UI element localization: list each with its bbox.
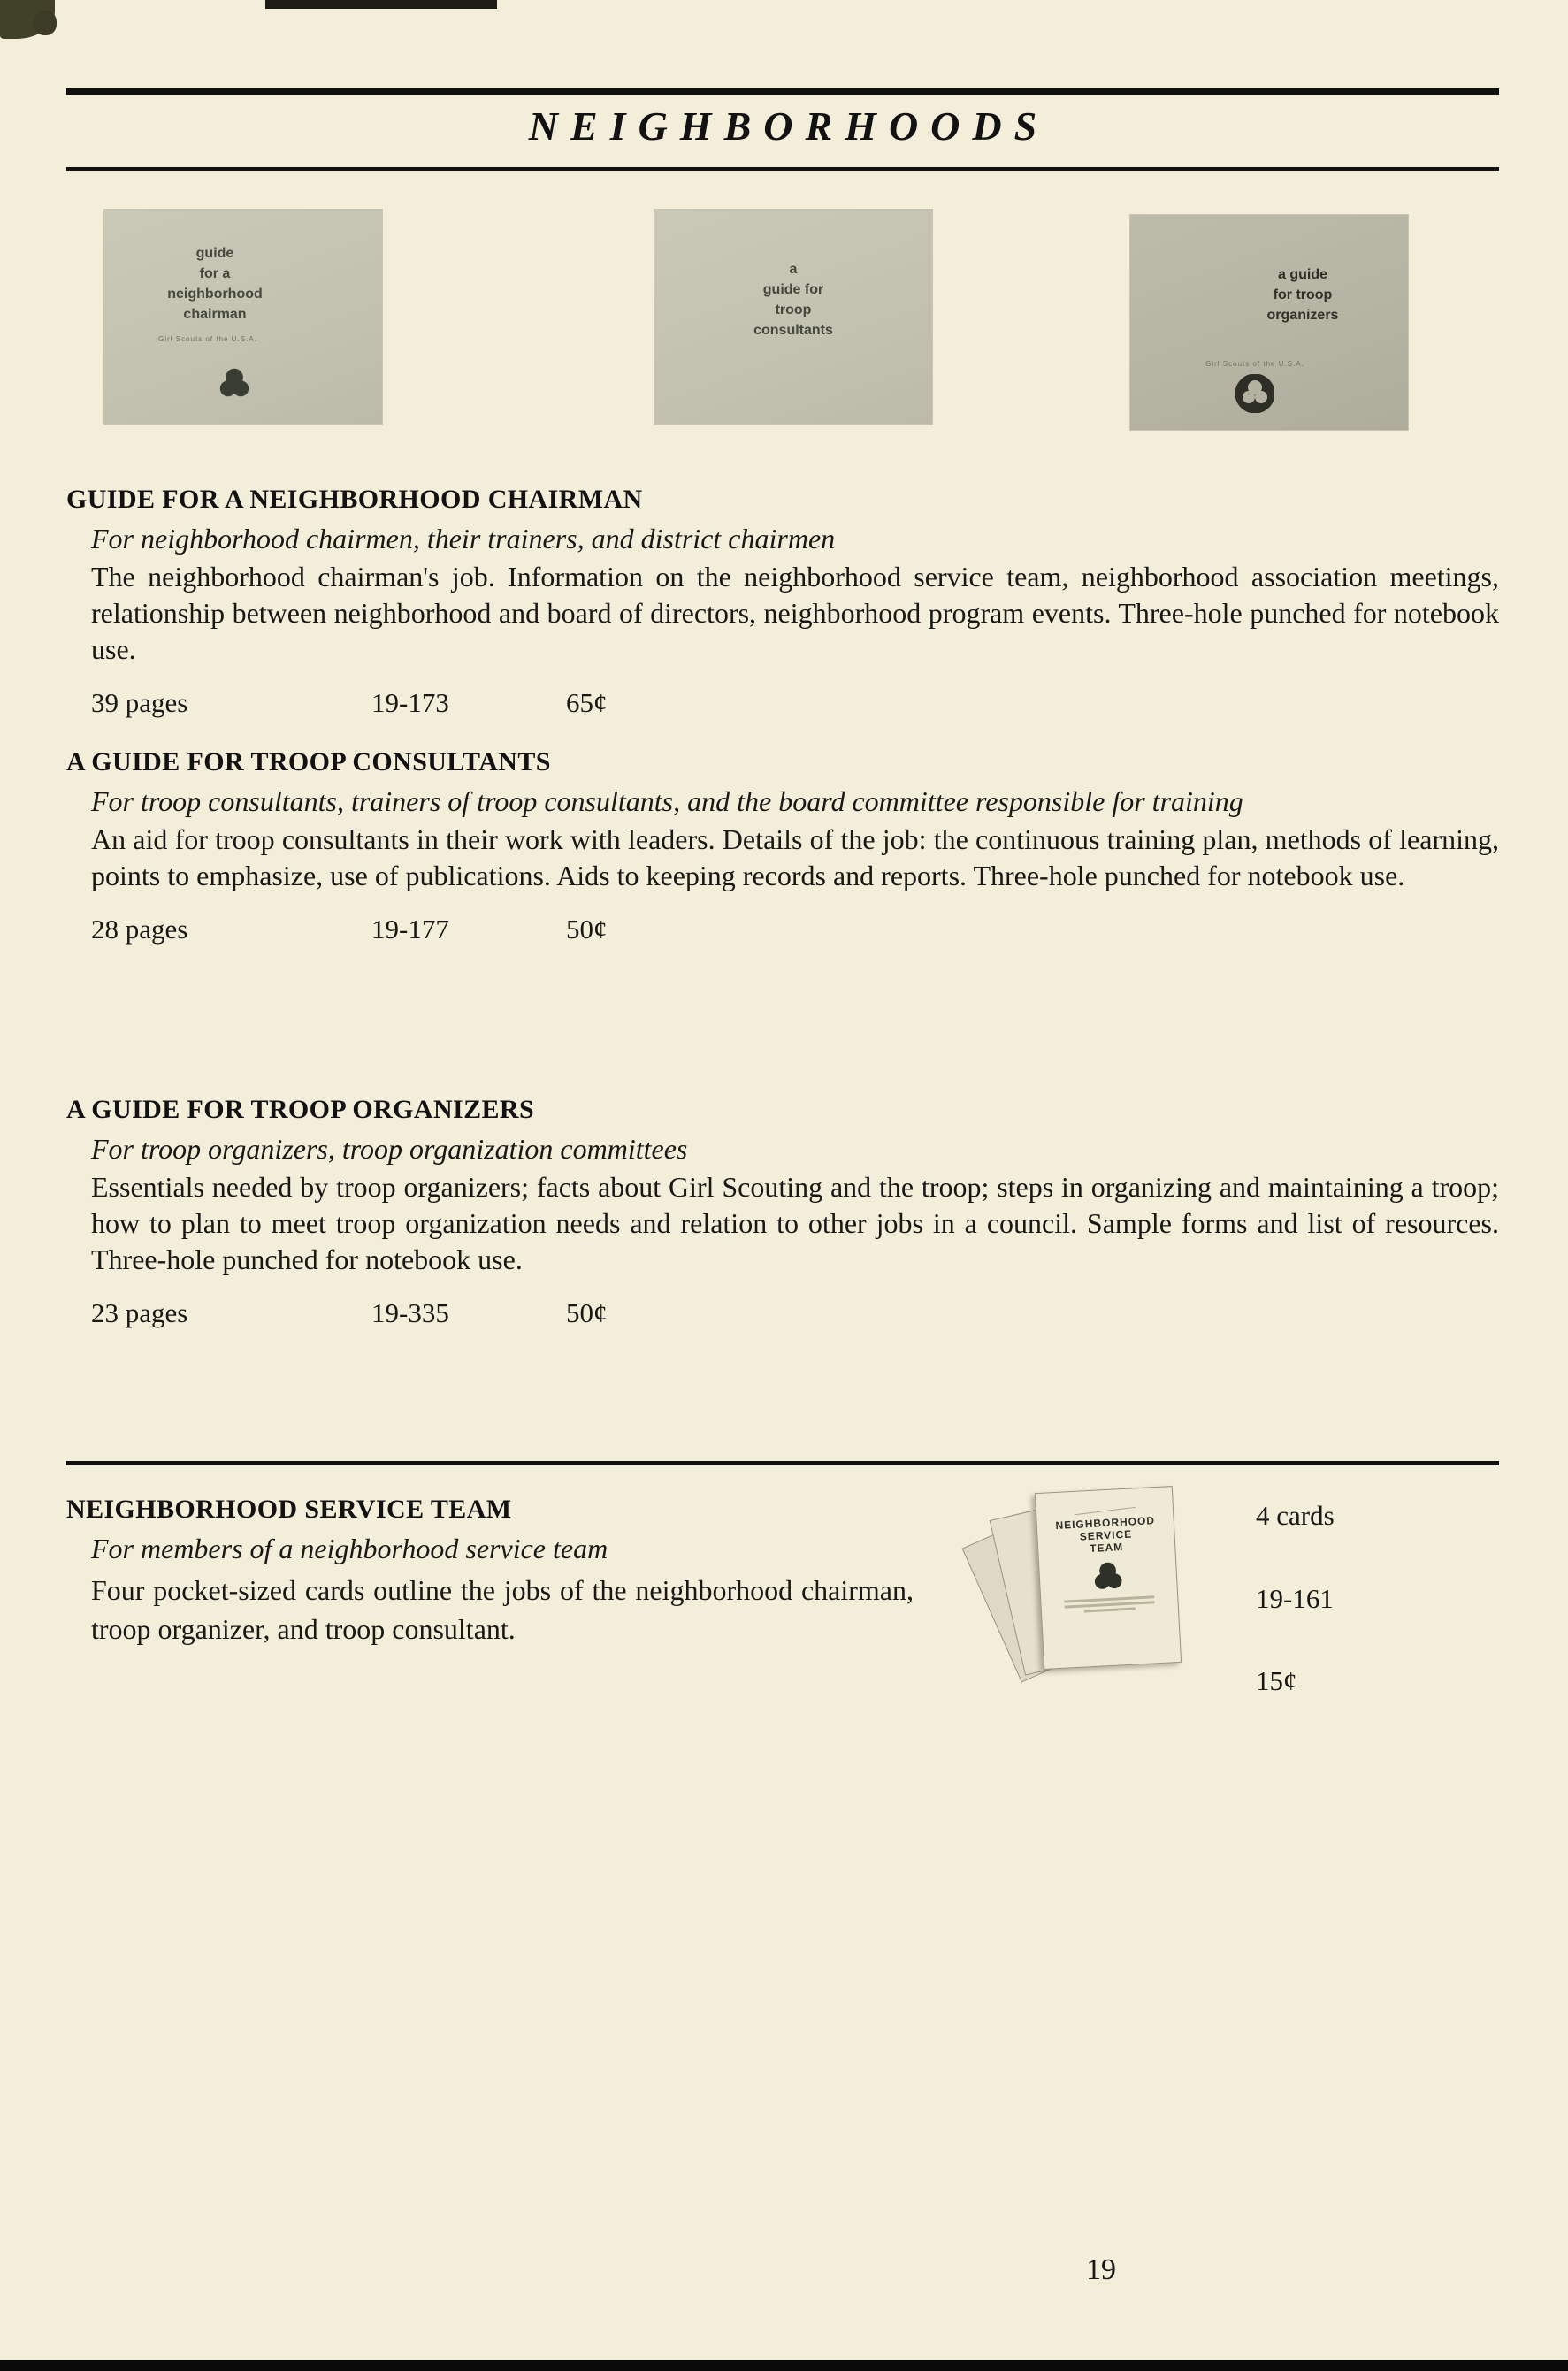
card-count: 4 cards: [1256, 1500, 1335, 1531]
page-count: 28 pages: [91, 914, 188, 945]
service-team-cards-image: [984, 1486, 1201, 1676]
listing-troop-organizers: [66, 1095, 1499, 1329]
page-count: 39 pages: [91, 687, 188, 718]
listing-subtitle: For troop consultants, trainers of troop consultants, and the board committee responsible for training: [91, 785, 1243, 817]
horizontal-rule: [66, 88, 1499, 95]
listing-order-info: [91, 687, 1499, 719]
listing-order-info: [91, 1297, 1499, 1329]
trefoil-icon: [1039, 1557, 1177, 1599]
listing-subtitle: For neighborhood chairmen, their trainers, and district chairmen: [91, 523, 836, 555]
imprint-text: Girl Scouts of the U.S.A.: [1205, 360, 1304, 368]
imprint-text: Girl Scouts of the U.S.A.: [158, 335, 257, 343]
listing-neighborhood-chairman: [66, 485, 1499, 719]
listing-description: Four pocket-sized cards outline the jobs of the neighborhood chairman, troop organizer, and troop consultant.: [91, 1574, 914, 1645]
listing-heading: A GUIDE FOR TROOP CONSULTANTS: [66, 747, 551, 776]
scan-artifact: [34, 11, 57, 35]
listing-neighborhood-service-team: [66, 1495, 1499, 1696]
catalog-number: 19-161: [1256, 1583, 1334, 1614]
listing-order-info: [91, 914, 1499, 945]
price: 15¢: [1256, 1665, 1297, 1696]
card-front: [1035, 1486, 1182, 1670]
booklet-cover-text: a guide for troop consultants: [753, 262, 833, 338]
card-title: NEIGHBORHOOD SERVICE TEAM: [1055, 1514, 1156, 1556]
trefoil-icon: [218, 367, 251, 403]
listing-troop-consultants: [66, 747, 1499, 945]
catalog-number: 19-177: [371, 914, 449, 945]
listing-subtitle: For troop organizers, troop organization committees: [91, 1133, 688, 1165]
page-title: NEIGHBORHOODS: [528, 103, 1050, 149]
scan-artifact: [265, 0, 497, 9]
booklet-cover-neighborhood-chairman: [104, 210, 382, 424]
booklet-cover-text: guide for a neighborhood chairman: [167, 246, 263, 322]
listing-subtitle: For members of a neighborhood service team: [91, 1533, 608, 1564]
horizontal-rule: [66, 1461, 1499, 1465]
listing-heading: GUIDE FOR A NEIGHBORHOOD CHAIRMAN: [66, 485, 643, 514]
horizontal-rule: [66, 167, 1499, 171]
booklet-cover-troop-consultants: [654, 210, 932, 424]
emblem-icon: [1235, 374, 1274, 417]
price: 50¢: [566, 914, 608, 945]
listing-heading: A GUIDE FOR TROOP ORGANIZERS: [66, 1095, 535, 1124]
catalog-number: 19-335: [371, 1297, 449, 1328]
price: 50¢: [566, 1297, 608, 1328]
listing-description: Essentials needed by troop organizers; facts about Girl Scouting and the troop; steps in organizing and maintaining a troop; how to plan to meet troop organization needs and relation to other jobs in a council. Sample forms and list of resources. Three-hole punched for notebook use.: [91, 1171, 1499, 1275]
listing-description: The neighborhood chairman's job. Information on the neighborhood service team, neighborhood association meetings, relationship between neighborhood and board of directors, neighborhood program events. Three-hole punched for notebook use.: [91, 561, 1499, 665]
page-count: 23 pages: [91, 1297, 188, 1328]
listing-heading: NEIGHBORHOOD SERVICE TEAM: [66, 1495, 512, 1524]
page-number: 19: [1086, 2253, 1116, 2286]
booklet-cover-troop-organizers: [1130, 215, 1408, 430]
booklet-cover-text: a guide for troop organizers: [1266, 267, 1339, 323]
price: 65¢: [566, 687, 608, 718]
catalog-number: 19-173: [371, 687, 449, 718]
listing-description: An aid for troop consultants in their work with leaders. Details of the job: the continuous training plan, methods of learning, points to emphasize, use of publications. Aids to keeping records and reports. Three-hole punched for notebook use.: [91, 823, 1499, 891]
scan-edge-bar: [0, 2360, 1568, 2371]
card-script-line: [1073, 1499, 1136, 1515]
